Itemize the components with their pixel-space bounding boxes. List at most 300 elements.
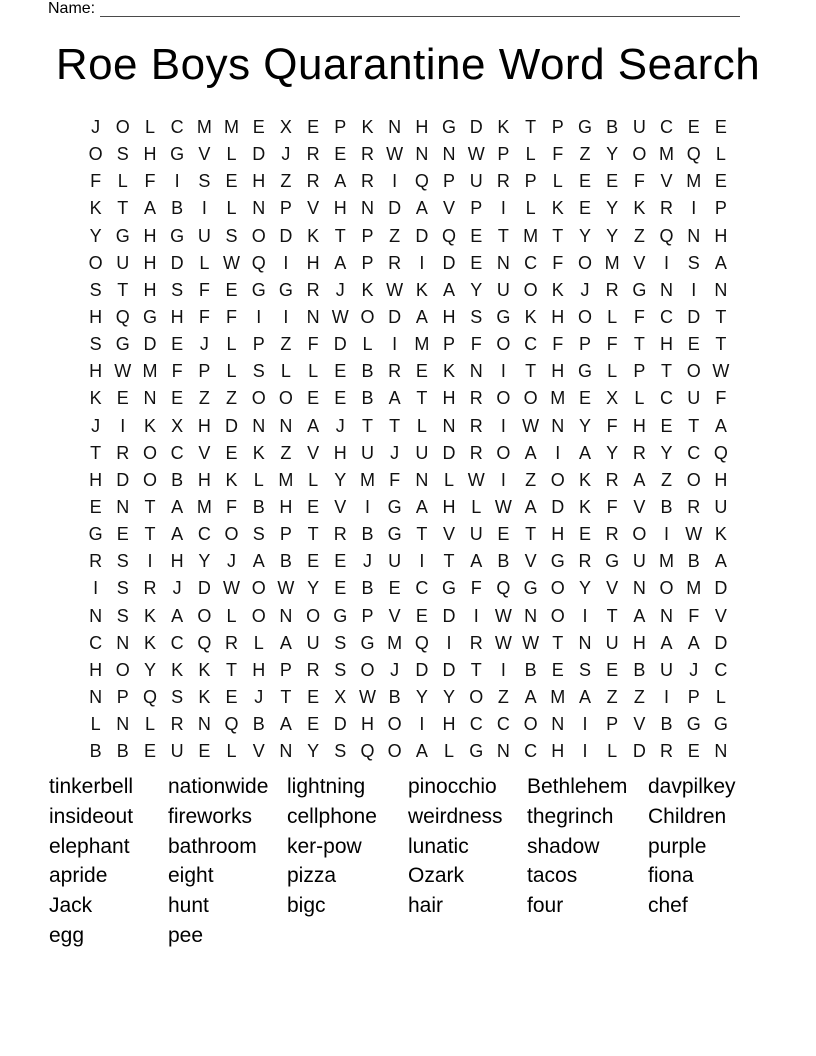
grid-cell: O — [360, 307, 375, 328]
grid-cell: A — [524, 442, 537, 463]
grid-cell: N — [252, 415, 266, 436]
grid-cell: D — [333, 714, 347, 735]
grid-cell: N — [279, 415, 293, 436]
word-list-column — [648, 772, 767, 951]
word-list-item: thegrinch — [527, 804, 614, 828]
grid-cell: V — [252, 741, 265, 762]
grid-cell: N — [714, 279, 728, 300]
grid-cell: I — [256, 307, 262, 328]
grid-cell: L — [362, 334, 373, 355]
word-list-item: pinocchio — [408, 775, 497, 798]
grid-cell: Z — [389, 225, 401, 246]
grid-cell: M — [224, 117, 240, 138]
grid-cell: H — [551, 307, 565, 328]
grid-cell: L — [90, 714, 101, 735]
grid-cell: P — [334, 117, 347, 138]
grid-cell: W — [712, 361, 730, 382]
word-list-item: egg — [49, 923, 85, 947]
grid-cell: B — [660, 714, 673, 735]
grid-cell: W — [223, 252, 241, 273]
grid-cell: C — [170, 632, 184, 653]
grid-cell: H — [252, 171, 266, 192]
grid-cell: N — [714, 741, 728, 762]
grid-cell: D — [442, 659, 456, 680]
word-list-item: Ozark — [408, 864, 465, 888]
grid-cell: H — [714, 225, 728, 246]
grid-cell: B — [252, 714, 265, 735]
grid-cell: T — [443, 551, 455, 572]
grid-cell: V — [524, 551, 537, 572]
grid-cell: R — [360, 144, 374, 165]
grid-cell: H — [714, 469, 728, 490]
grid-cell: E — [578, 198, 591, 219]
grid-cell: H — [442, 307, 456, 328]
grid-cell: C — [714, 659, 728, 680]
grid-cell: D — [388, 307, 402, 328]
word-list-item: shadow — [527, 834, 600, 858]
grid-cell: H — [360, 714, 374, 735]
grid-cell: Y — [307, 741, 320, 762]
grid-cell: O — [577, 307, 592, 328]
word-list-item: tinkerbell — [49, 775, 134, 798]
grid-cell: J — [227, 551, 237, 572]
grid-cell: L — [416, 415, 427, 436]
grid-cell: Q — [496, 578, 511, 599]
grid-cell: E — [606, 659, 619, 680]
grid-cell: U — [360, 442, 374, 463]
grid-cell: C — [660, 117, 674, 138]
grid-cell: W — [331, 307, 349, 328]
grid-cell: E — [578, 388, 591, 409]
grid-cell: B — [279, 551, 292, 572]
grid-cell: C — [524, 252, 538, 273]
grid-cell: F — [606, 497, 618, 518]
grid-cell: R — [687, 497, 701, 518]
grid-cell: B — [497, 551, 510, 572]
grid-cell: F — [171, 361, 183, 382]
grid-cell: A — [470, 551, 483, 572]
grid-cell: E — [334, 144, 347, 165]
grid-cell: H — [143, 279, 157, 300]
grid-cell: I — [419, 252, 425, 273]
grid-cell: K — [143, 632, 156, 653]
grid-cell: R — [388, 361, 402, 382]
grid-cell: W — [522, 415, 540, 436]
grid-cell: V — [633, 497, 646, 518]
word-list-item: Jack — [49, 894, 93, 918]
grid-cell: K — [633, 198, 646, 219]
grid-cell: H — [442, 714, 456, 735]
grid-cell: E — [307, 117, 320, 138]
grid-cell: E — [334, 361, 347, 382]
grid-cell: D — [388, 198, 402, 219]
grid-cell: D — [442, 605, 456, 626]
grid-cell: L — [144, 117, 155, 138]
grid-cell: S — [334, 632, 347, 653]
grid-cell: Y — [606, 442, 619, 463]
grid-cell: G — [442, 117, 457, 138]
grid-cell: Z — [226, 388, 238, 409]
grid-cell: A — [171, 497, 184, 518]
grid-cell: N — [578, 632, 592, 653]
grid-cell: L — [226, 198, 237, 219]
grid-cell: W — [467, 469, 485, 490]
word-list-item: cellphone — [287, 804, 377, 828]
grid-cell: A — [524, 497, 537, 518]
grid-cell: O — [251, 578, 266, 599]
word-list-item: pee — [168, 923, 204, 947]
grid-cell: F — [633, 307, 645, 328]
grid-cell: L — [253, 469, 264, 490]
grid-cell: Y — [606, 198, 619, 219]
grid-cell: C — [469, 714, 483, 735]
grid-cell: R — [605, 279, 619, 300]
grid-cell: D — [279, 225, 293, 246]
word-list-column — [49, 772, 168, 951]
grid-cell: O — [115, 659, 130, 680]
grid-cell: M — [659, 551, 675, 572]
grid-cell: E — [307, 551, 320, 572]
grid-cell: R — [469, 388, 483, 409]
word-list-item: bathroom — [168, 834, 257, 858]
grid-cell: O — [550, 605, 565, 626]
grid-cell: G — [469, 741, 484, 762]
grid-cell: I — [283, 307, 289, 328]
grid-cell: W — [685, 524, 703, 545]
grid-cell: P — [551, 117, 564, 138]
grid-cell: H — [143, 252, 157, 273]
grid-cell: E — [307, 714, 320, 735]
grid-cell: B — [89, 741, 102, 762]
grid-cell: K — [578, 469, 591, 490]
grid-cell: R — [225, 632, 239, 653]
grid-cell: M — [686, 578, 702, 599]
grid-cell: K — [225, 469, 238, 490]
grid-cell: T — [280, 687, 292, 708]
grid-cell: I — [93, 578, 99, 599]
grid-cell: K — [361, 117, 374, 138]
grid-cell: H — [333, 442, 347, 463]
grid-cell: F — [606, 415, 618, 436]
grid-cell: V — [606, 578, 619, 599]
grid-cell: L — [253, 632, 264, 653]
grid-cell: R — [496, 171, 510, 192]
grid-cell: G — [442, 578, 457, 599]
grid-cell: X — [334, 687, 347, 708]
grid-cell: H — [551, 741, 565, 762]
grid-cell: A — [524, 687, 537, 708]
grid-cell: R — [170, 714, 184, 735]
grid-cell: Y — [660, 442, 673, 463]
grid-cell: E — [334, 551, 347, 572]
grid-cell: P — [578, 334, 591, 355]
grid-cell: Z — [497, 687, 509, 708]
grid-cell: M — [550, 687, 566, 708]
grid-cell: R — [89, 551, 103, 572]
grid-cell: R — [469, 415, 483, 436]
grid-cell: I — [664, 524, 670, 545]
grid-cell: M — [414, 334, 430, 355]
word-list-item: nationwide — [168, 775, 269, 798]
grid-cell: I — [500, 469, 506, 490]
grid-cell: V — [388, 605, 401, 626]
grid-cell: E — [714, 171, 727, 192]
grid-cell: O — [523, 388, 538, 409]
grid-cell: S — [116, 605, 129, 626]
word-list-column — [287, 772, 408, 951]
grid-cell: T — [661, 361, 673, 382]
grid-cell: G — [523, 578, 538, 599]
grid-cell: J — [199, 334, 209, 355]
grid-cell: K — [252, 442, 265, 463]
grid-cell: H — [143, 225, 157, 246]
grid-cell: E — [198, 741, 211, 762]
grid-cell: L — [607, 307, 618, 328]
grid-cell: G — [142, 307, 157, 328]
grid-cell: Z — [525, 469, 537, 490]
grid-cell: I — [120, 415, 126, 436]
grid-cell: N — [632, 578, 646, 599]
grid-cell: H — [333, 198, 347, 219]
grid-cell: T — [416, 388, 428, 409]
grid-cell: N — [660, 279, 674, 300]
grid-cell: L — [525, 198, 536, 219]
grid-cell: L — [607, 741, 618, 762]
grid-cell: I — [500, 198, 506, 219]
grid-cell: N — [442, 144, 456, 165]
grid-cell: H — [415, 117, 429, 138]
grid-cell: A — [252, 551, 265, 572]
grid-cell: N — [496, 741, 510, 762]
grid-cell: G — [713, 714, 728, 735]
grid-cell: A — [687, 632, 700, 653]
grid-cell: R — [116, 442, 130, 463]
grid-cell: F — [606, 334, 618, 355]
grid-cell: T — [497, 225, 509, 246]
grid-cell: I — [392, 171, 398, 192]
grid-cell: P — [361, 252, 374, 273]
grid-cell: Y — [578, 225, 591, 246]
grid-cell: U — [170, 741, 184, 762]
grid-cell: H — [306, 252, 320, 273]
grid-cell: O — [251, 388, 266, 409]
grid-cell: E — [497, 524, 510, 545]
grid-cell: H — [279, 497, 293, 518]
grid-cell: S — [252, 361, 265, 382]
grid-cell: M — [196, 497, 212, 518]
grid-cell: I — [691, 279, 697, 300]
grid-cell: H — [197, 415, 211, 436]
grid-cell: A — [171, 524, 184, 545]
grid-cell: H — [442, 497, 456, 518]
grid-cell: G — [577, 361, 592, 382]
grid-cell: E — [252, 117, 265, 138]
word-list-item: fiona — [648, 864, 694, 888]
grid-cell: T — [715, 307, 727, 328]
grid-cell: E — [116, 388, 129, 409]
grid-cell: X — [171, 415, 184, 436]
grid-cell: Q — [442, 225, 457, 246]
grid-cell: F — [198, 307, 210, 328]
grid-cell: D — [116, 469, 130, 490]
grid-cell: R — [306, 171, 320, 192]
word-list-item: eight — [168, 864, 214, 888]
name-blank-line — [100, 2, 740, 17]
grid-cell: J — [362, 551, 372, 572]
grid-cell: H — [632, 632, 646, 653]
grid-cell: D — [551, 497, 565, 518]
grid-cell: H — [551, 361, 565, 382]
grid-cell: R — [306, 279, 320, 300]
grid-cell: T — [361, 415, 373, 436]
grid-cell: I — [364, 497, 370, 518]
grid-cell: F — [633, 171, 645, 192]
grid-cell: K — [497, 117, 510, 138]
grid-cell: F — [470, 578, 482, 599]
grid-cell: B — [361, 524, 374, 545]
grid-cell: T — [144, 524, 156, 545]
grid-cell: A — [307, 415, 320, 436]
grid-cell: E — [171, 334, 184, 355]
grid-cell: E — [225, 442, 238, 463]
grid-cell: N — [89, 687, 103, 708]
grid-cell: F — [226, 307, 238, 328]
grid-cell: O — [306, 605, 321, 626]
grid-cell: D — [197, 578, 211, 599]
grid-cell: J — [172, 578, 182, 599]
grid-cell: S — [252, 524, 265, 545]
grid-cell: E — [89, 497, 102, 518]
grid-cell: O — [387, 714, 402, 735]
grid-cell: E — [714, 117, 727, 138]
grid-cell: Z — [579, 144, 591, 165]
grid-cell: U — [605, 632, 619, 653]
grid-cell: H — [89, 361, 103, 382]
grid-cell: H — [89, 469, 103, 490]
grid-cell: U — [306, 632, 320, 653]
grid-cell: N — [551, 415, 565, 436]
grid-cell: P — [198, 361, 211, 382]
grid-cell: L — [280, 361, 291, 382]
grid-cell: L — [308, 469, 319, 490]
grid-cell: R — [360, 171, 374, 192]
grid-cell: T — [144, 497, 156, 518]
grid-cell: D — [714, 578, 728, 599]
grid-cell: T — [226, 659, 238, 680]
grid-cell: P — [116, 687, 129, 708]
grid-cell: A — [415, 307, 428, 328]
grid-cell: P — [361, 605, 374, 626]
grid-cell: L — [444, 469, 455, 490]
grid-cell: X — [279, 117, 292, 138]
grid-cell: Y — [307, 578, 320, 599]
grid-cell: J — [254, 687, 264, 708]
grid-cell: O — [632, 524, 647, 545]
grid-cell: U — [415, 442, 429, 463]
grid-cell: H — [143, 144, 157, 165]
grid-cell: Y — [415, 687, 428, 708]
word-list-item: hair — [408, 894, 444, 918]
grid-cell: R — [469, 632, 483, 653]
grid-cell: A — [279, 714, 292, 735]
grid-cell: K — [415, 279, 428, 300]
grid-cell: U — [660, 659, 674, 680]
word-list-item: hunt — [168, 894, 209, 918]
grid-cell: V — [633, 714, 646, 735]
grid-cell: R — [660, 198, 674, 219]
grid-cell: T — [470, 659, 482, 680]
word-list-item: bigc — [287, 894, 326, 918]
word-list-item: lightning — [287, 775, 366, 798]
grid-cell: R — [660, 741, 674, 762]
grid-cell: B — [388, 687, 401, 708]
grid-cell: O — [550, 578, 565, 599]
grid-cell: Q — [251, 252, 266, 273]
grid-cell: Q — [414, 632, 429, 653]
grid-cell: I — [446, 632, 452, 653]
grid-cell: T — [334, 225, 346, 246]
grid-cell: G — [686, 714, 701, 735]
grid-cell: M — [142, 361, 158, 382]
grid-cell: Y — [578, 415, 591, 436]
grid-cell: P — [524, 171, 537, 192]
grid-cell: Z — [661, 469, 673, 490]
grid-cell: T — [525, 361, 537, 382]
grid-cell: B — [252, 497, 265, 518]
grid-cell: P — [252, 334, 265, 355]
grid-cell: C — [660, 388, 674, 409]
word-list-item: apride — [49, 864, 108, 888]
grid-cell: S — [687, 252, 700, 273]
grid-cell: Z — [633, 687, 645, 708]
grid-cell: L — [226, 605, 237, 626]
grid-cell: E — [415, 605, 428, 626]
grid-cell: S — [116, 144, 129, 165]
grid-cell: G — [632, 279, 647, 300]
grid-cell: A — [171, 605, 184, 626]
grid-cell: O — [88, 252, 103, 273]
grid-cell: S — [225, 225, 238, 246]
grid-cell: I — [500, 659, 506, 680]
grid-cell: K — [89, 388, 102, 409]
grid-cell: L — [607, 361, 618, 382]
grid-cell: F — [90, 171, 102, 192]
grid-cell: J — [91, 415, 101, 436]
grid-cell: H — [170, 551, 184, 572]
name-label: Name: — [48, 0, 96, 17]
grid-cell: G — [115, 225, 130, 246]
grid-cell: E — [551, 659, 564, 680]
grid-cell: E — [470, 225, 483, 246]
grid-cell: C — [496, 714, 510, 735]
grid-cell: E — [171, 388, 184, 409]
grid-cell: T — [715, 334, 727, 355]
grid-cell: O — [251, 225, 266, 246]
grid-cell: T — [307, 524, 319, 545]
grid-cell: W — [386, 144, 404, 165]
grid-cell: W — [467, 144, 485, 165]
grid-cell: E — [143, 741, 156, 762]
grid-cell: G — [251, 279, 266, 300]
grid-cell: P — [714, 198, 727, 219]
grid-cell: O — [278, 388, 293, 409]
grid-cell: O — [577, 252, 592, 273]
grid-cell: Q — [115, 307, 130, 328]
grid-cell: T — [90, 442, 102, 463]
grid-cell: D — [714, 632, 728, 653]
grid-cell: E — [687, 117, 700, 138]
grid-cell: K — [143, 605, 156, 626]
